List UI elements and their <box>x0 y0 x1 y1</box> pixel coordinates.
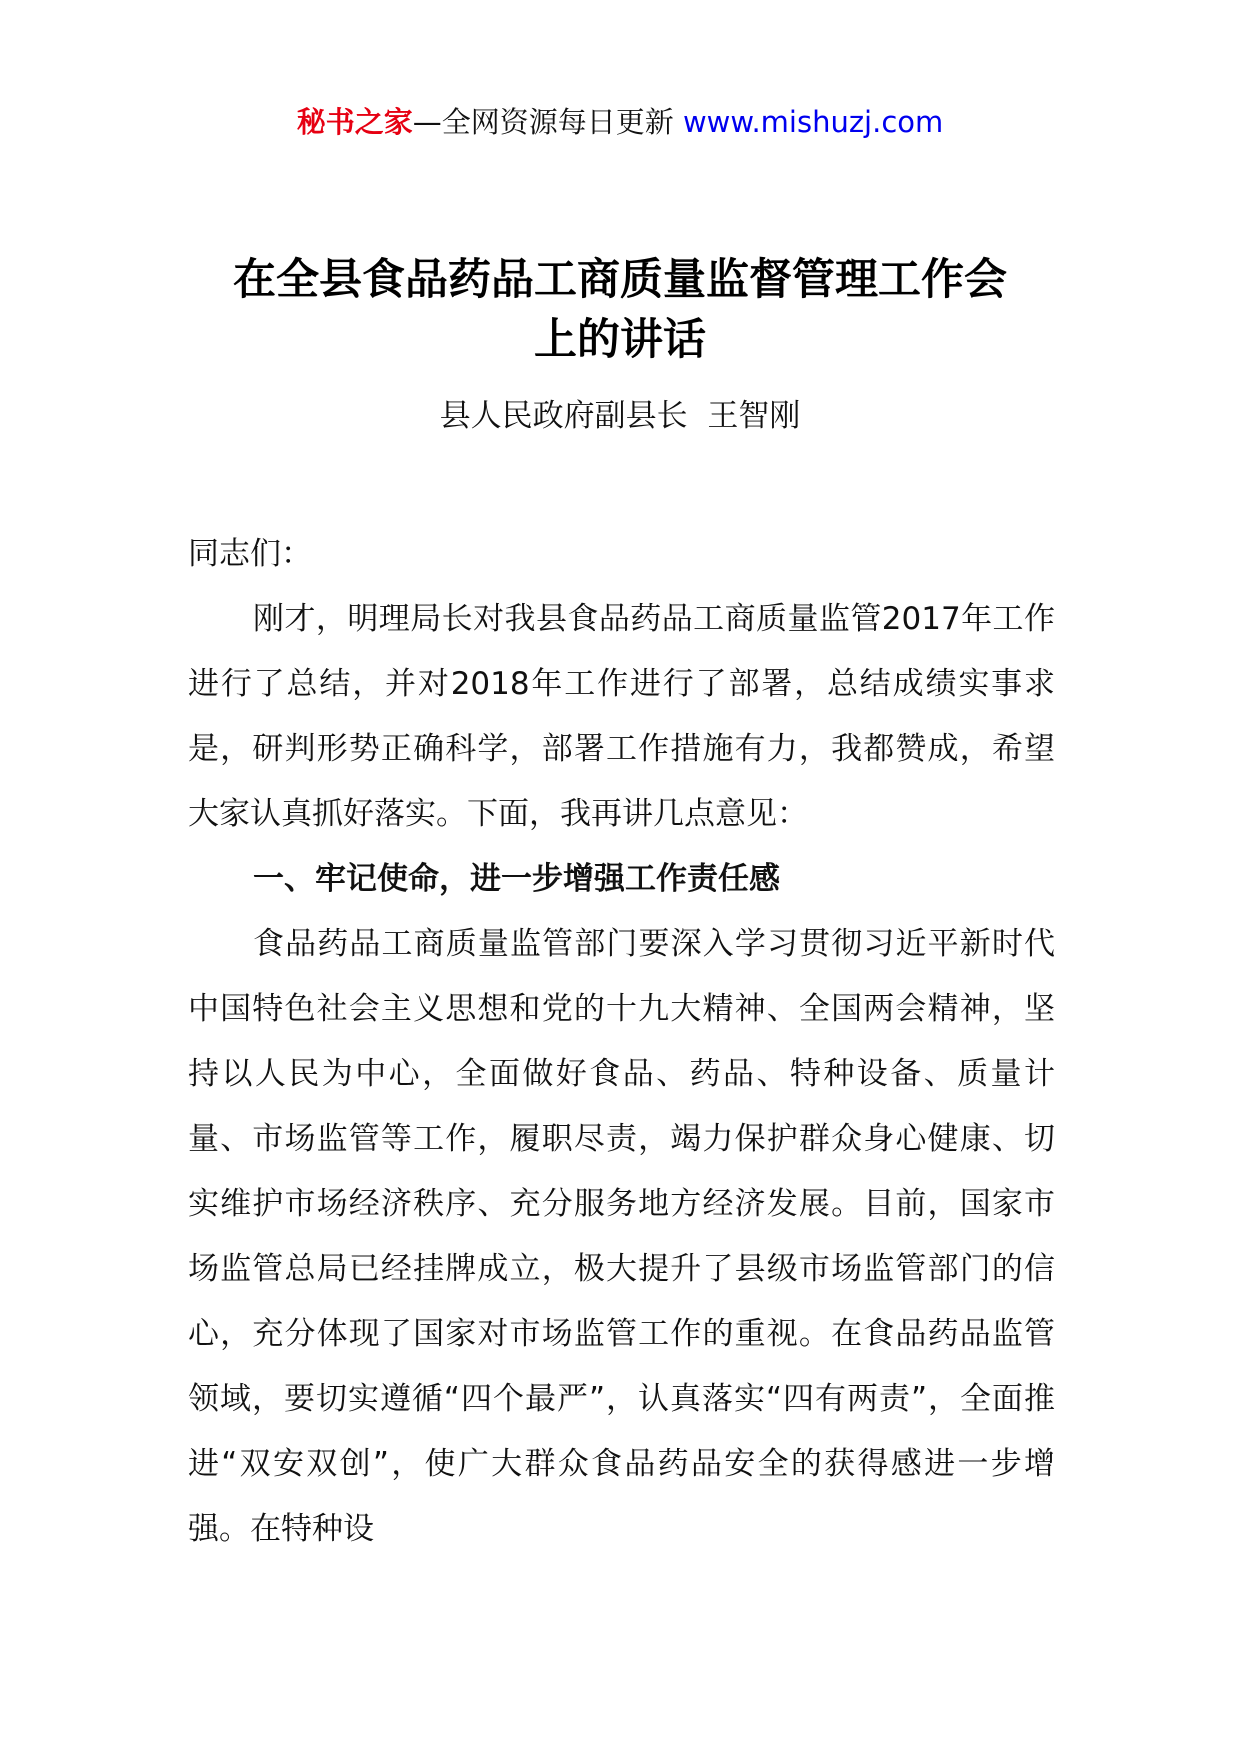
section-paragraph: 食品药品工商质量监管部门要深入学习贯彻习近平新时代中国特色社会主义思想和党的十九大精神、全国两会精神，坚持以人民为中心，全面做好食品、药品、特种设备、质量计量、市场监管等工作，履职尽责，竭力保护群众身心健康、切实维护市场经济秩序、充分服务地方经济发展。目前，国家市场监管总局已经挂牌成立，极大提升了县级市场监管部门的信心，充分体现了国家对市场监管工作的重视。在食品药品监管领域，要切实遵循“四个最严”，认真落实“四有两责”，全面推进“双安双创”，使广大群众食品药品安全的获得感进一步增强。在特种设 <box>188 926 1055 1547</box>
document-body <box>188 522 1055 1562</box>
speaker-byline: 县人民政府副县长 王智刚 <box>439 398 801 434</box>
site-tagline: —全网资源每日更新 <box>412 105 674 139</box>
section-heading: 一、牢记使命，进一步增强工作责任感 <box>253 861 780 897</box>
site-banner <box>0 102 1240 142</box>
body-paragraph: 刚才，明理局长对我县食品药品工商质量监管2017年工作进行了总结，并对2018年工作进行了部署，总结成绩实事求是，研判形势正确科学，部署工作措施有力，我都赞成，希望大家认真抓好落实。下面，我再讲几点意见： <box>188 601 1055 832</box>
site-url-link[interactable]: www.mishuzj.com <box>682 105 944 139</box>
site-brand-name: 秘书之家 <box>296 105 413 139</box>
document-title-line-2: 上的讲话 <box>534 315 706 365</box>
document-title <box>170 250 1070 370</box>
salutation: 同志们： <box>188 536 312 572</box>
document-title-line-1: 在全县食品药品工商质量监督管理工作会 <box>233 255 1007 305</box>
